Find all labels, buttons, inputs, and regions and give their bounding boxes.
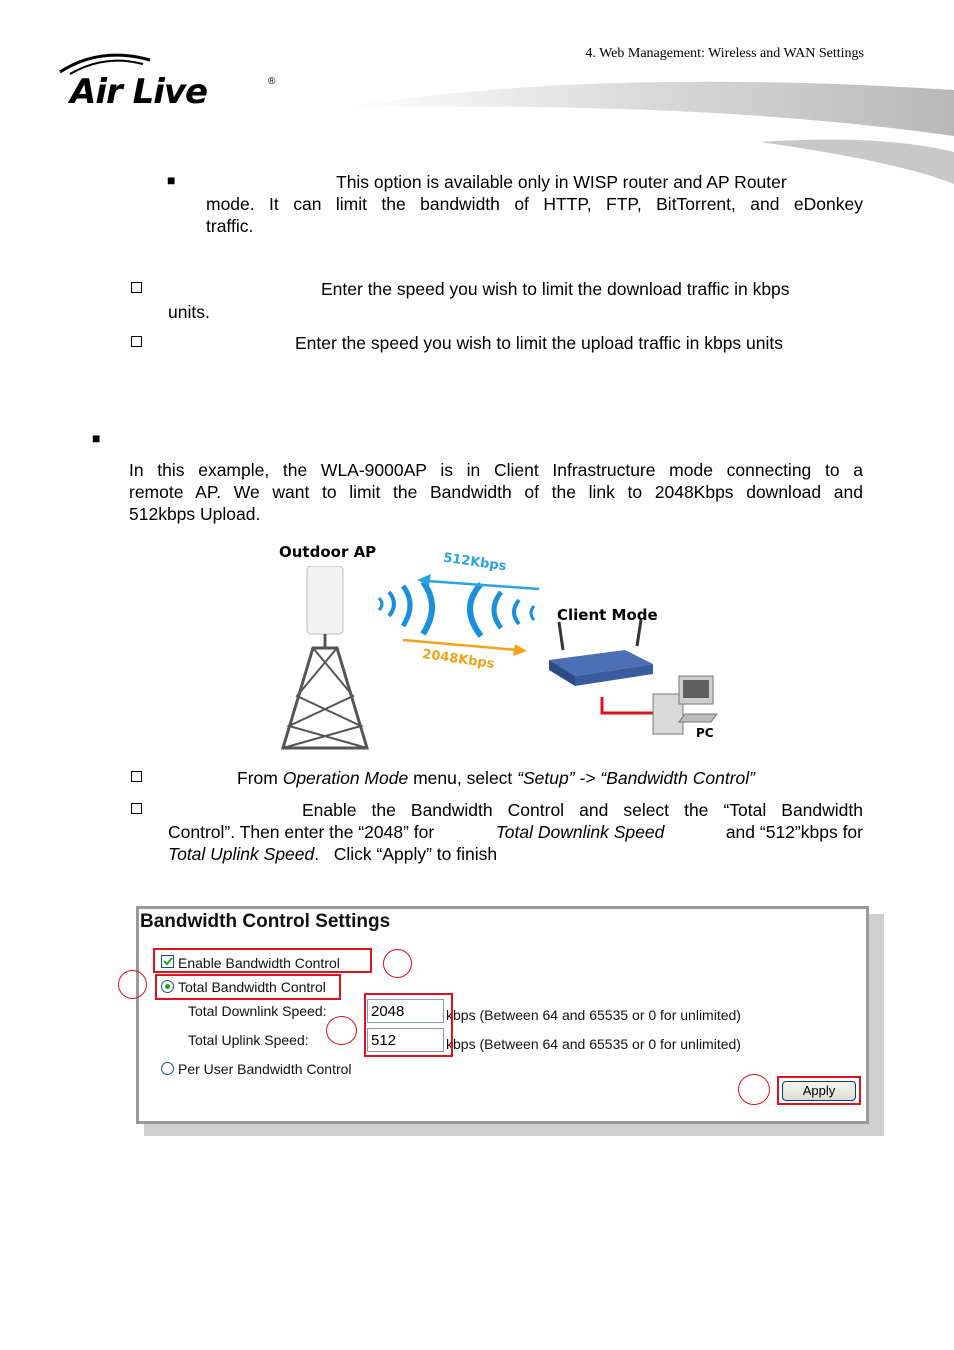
- outdoor-ap-label: Outdoor AP: [279, 543, 377, 561]
- bullet-text-line3: traffic.: [206, 216, 254, 236]
- callout-circle-3: [326, 1016, 357, 1045]
- step1-path: “Setup” -> “Bandwidth Control”: [517, 768, 755, 788]
- step1-menu-name: Operation Mode: [282, 768, 409, 788]
- network-diagram: [275, 540, 735, 752]
- router-icon: [545, 620, 655, 692]
- callout-circle-1: [383, 949, 412, 978]
- callout-circle-4: [738, 1074, 770, 1105]
- per-user-bandwidth-radio[interactable]: [161, 1062, 174, 1075]
- upload-speed-label: 512Kbps: [442, 550, 508, 575]
- airlive-logo: Air Live: [70, 72, 208, 112]
- chapter-header: 4. Web Management: Wireless and WAN Settings: [585, 46, 864, 61]
- checkbox-bullet-icon: [131, 771, 142, 782]
- client-mode-label: Client Mode: [557, 606, 658, 624]
- highlight-box-speeds: [364, 993, 453, 1057]
- download-desc-line1: Enter the speed you wish to limit the download traffic in kbps: [321, 279, 790, 299]
- example-line1: In this example, the WLA-9000AP is in Client Infrastructure mode connecting to a: [129, 460, 863, 480]
- uplink-hint: kbps (Between 64 and 65535 or 0 for unlimited): [446, 1036, 741, 1052]
- highlight-box-enable: [153, 948, 372, 973]
- downlink-hint: kbps (Between 64 and 65535 or 0 for unlimited): [446, 1007, 741, 1023]
- download-desc-line2: units.: [168, 302, 210, 322]
- square-bullet-icon: ■: [92, 430, 101, 446]
- checkbox-bullet-icon: [131, 336, 142, 347]
- bullet-text-line2: mode. It can limit the bandwidth of HTTP, FTP, BitTorrent, and eDonkey: [206, 194, 863, 214]
- highlight-box-total: [155, 974, 341, 1000]
- step2-line3-b: . Click “Apply” to finish: [314, 844, 498, 864]
- panel-title: Bandwidth Control Settings: [140, 911, 391, 932]
- step1-middle: menu, select: [413, 768, 513, 788]
- highlight-box-apply: [777, 1076, 861, 1105]
- step2-line2-c: and “512”kbps for: [725, 822, 863, 842]
- upload-arrow-icon: [415, 570, 545, 592]
- example-line3: 512kbps Upload.: [129, 504, 261, 524]
- total-bandwidth-label: Total Bandwidth Control: [178, 979, 326, 995]
- step2-line1: Enable the Bandwidth Control and select the “Total Bandwidth: [302, 800, 863, 820]
- step2-line3: [168, 843, 497, 865]
- checkbox-bullet-icon: [131, 803, 142, 814]
- callout-circle-2: [118, 970, 147, 999]
- uplink-label: Total Uplink Speed:: [188, 1032, 309, 1048]
- step2-line3-a: Total Uplink Speed: [168, 844, 315, 864]
- tower-icon: [275, 566, 375, 750]
- enable-bandwidth-label: Enable Bandwidth Control: [178, 955, 340, 971]
- download-speed-label: 2048Kbps: [421, 647, 496, 672]
- logo-registered-mark: ®: [268, 76, 276, 87]
- apply-button[interactable]: Apply: [782, 1081, 856, 1101]
- per-user-bandwidth-label: Per User Bandwidth Control: [178, 1061, 352, 1077]
- checkbox-bullet-icon: [131, 282, 142, 293]
- downlink-label: Total Downlink Speed:: [188, 1003, 327, 1019]
- example-line2: remote AP. We want to limit the Bandwidth of the link to 2048Kbps download and: [129, 482, 863, 502]
- step2-line2: [168, 821, 863, 843]
- step2-line2-a: Control”. Then enter the “2048” for: [168, 822, 435, 842]
- pc-label: PC: [696, 726, 714, 740]
- step1-prefix: From: [237, 768, 278, 788]
- step2-line2-b: Total Downlink Speed: [495, 822, 665, 842]
- upload-desc: Enter the speed you wish to limit the upload traffic in kbps units: [295, 333, 784, 353]
- square-bullet-icon: ■: [167, 172, 176, 188]
- bullet-text-line1: This option is available only in WISP router and AP Router: [336, 172, 787, 192]
- step1-text: [237, 767, 755, 789]
